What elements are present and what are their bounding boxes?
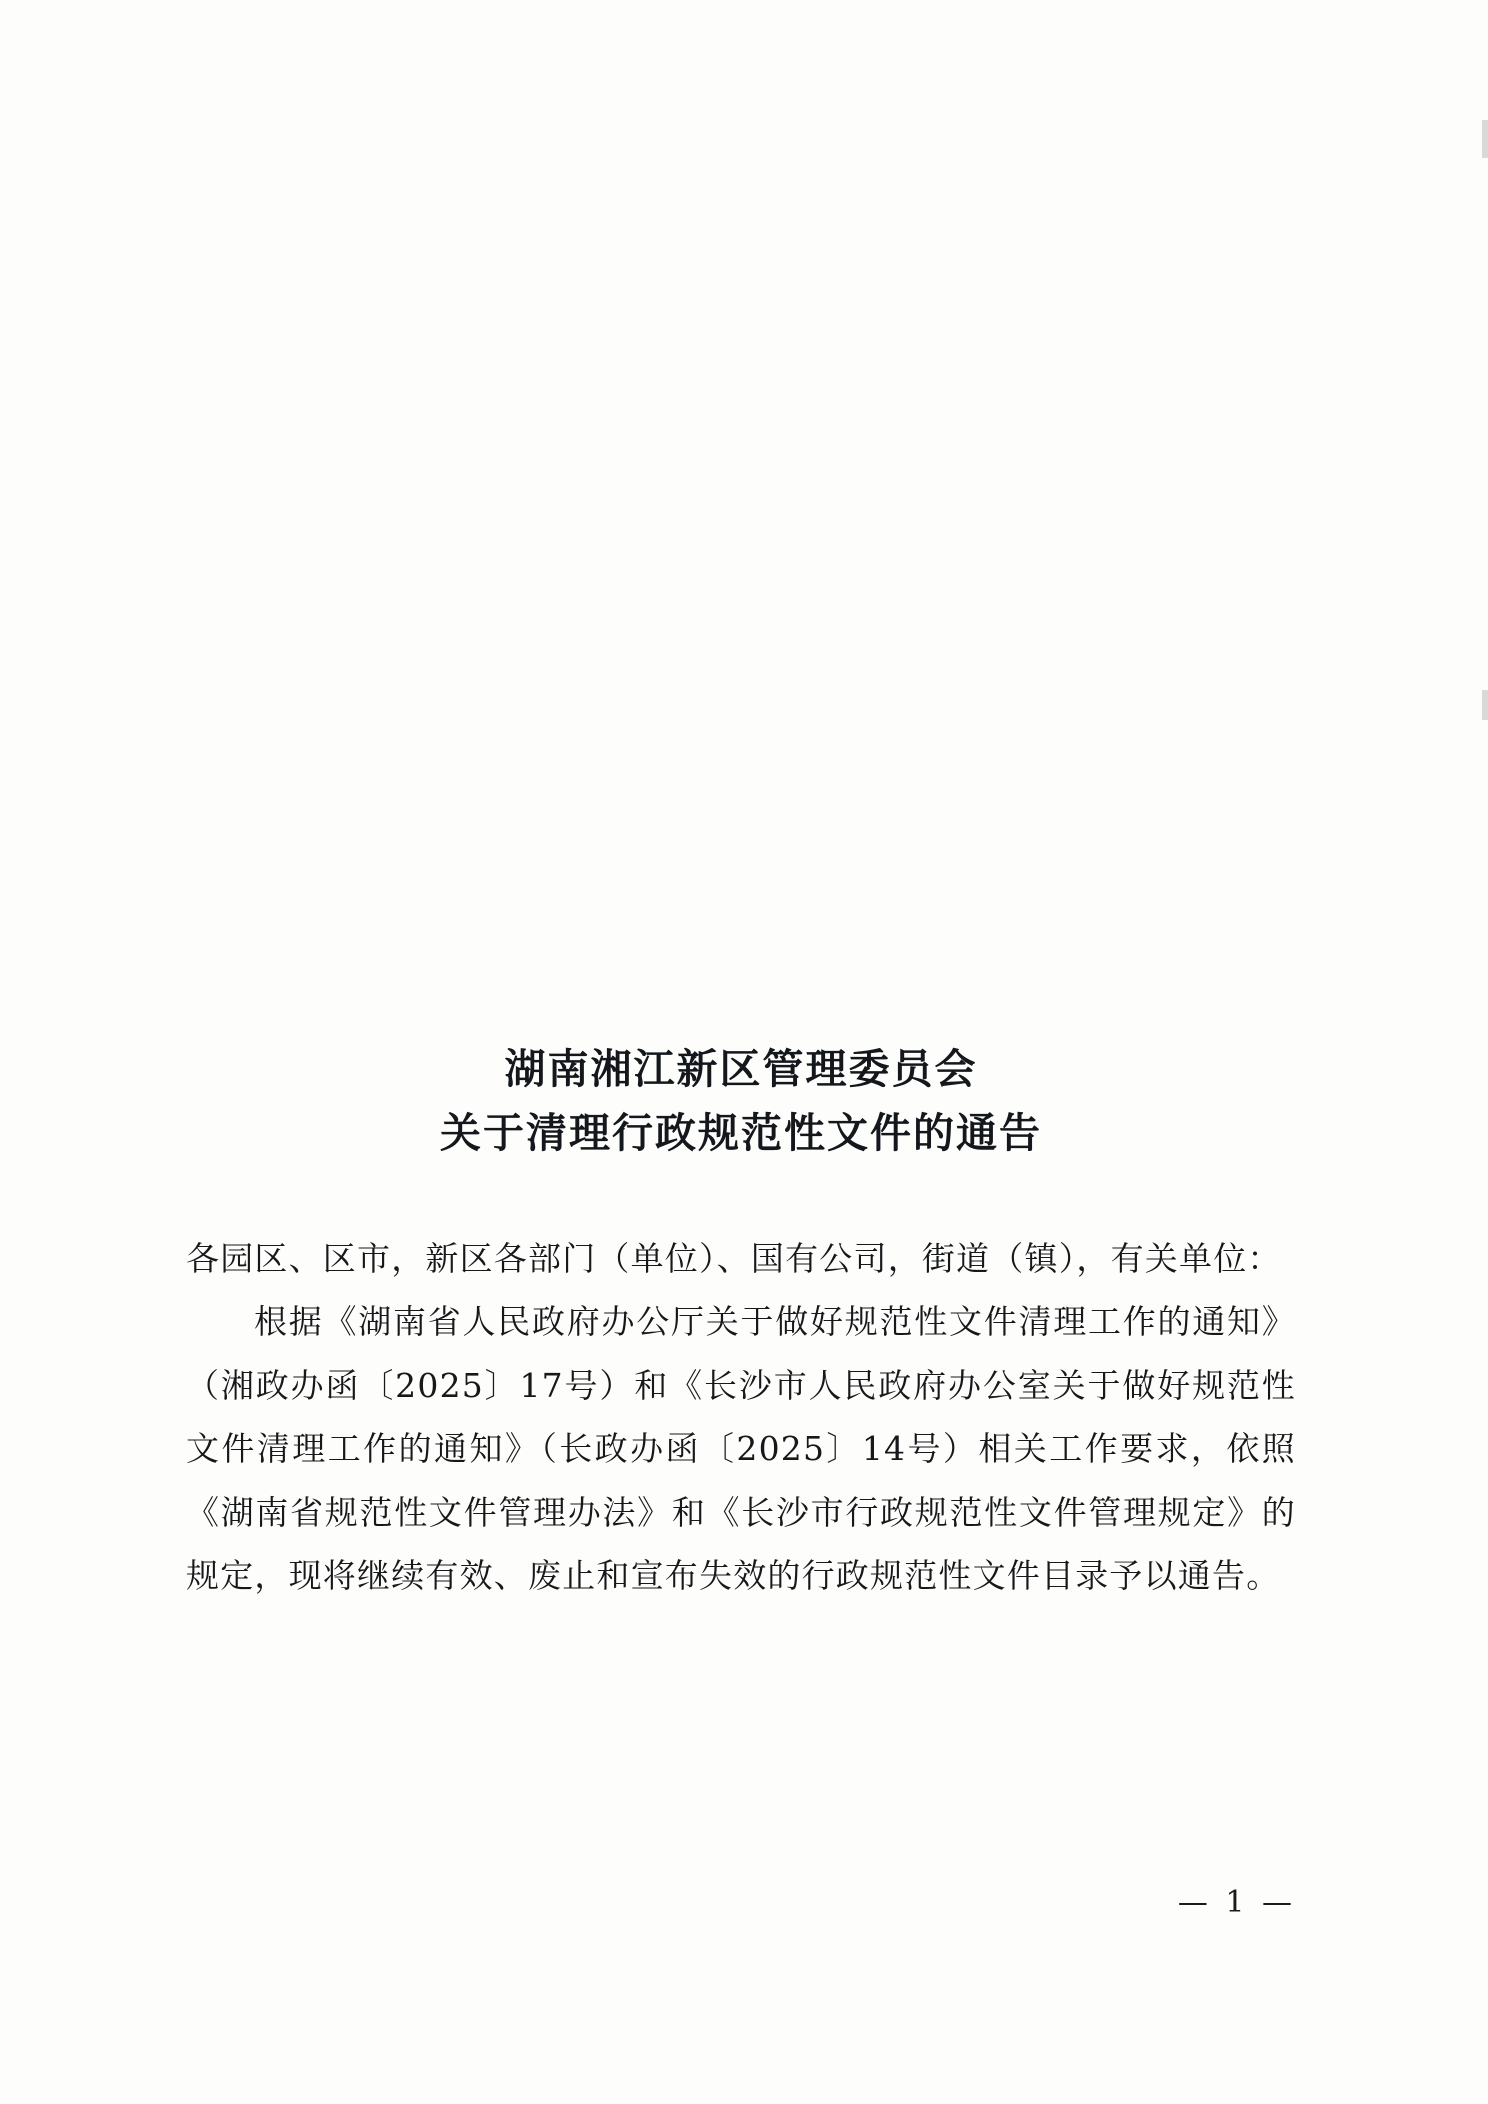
scan-edge-mark-middle (1482, 690, 1488, 720)
document-content (186, 0, 1296, 2104)
scan-edge-mark-top (1482, 120, 1488, 158)
document-title-line-1: 湖南湘江新区管理委员会 (504, 1045, 978, 1093)
salutation-paragraph: 各园区、区市，新区各部门（单位）、国有公司，街道（镇），有关单位： (186, 1239, 1282, 1279)
document-title (186, 1038, 1296, 1165)
body-paragraph-1: 根据《湖南省人民政府办公厅关于做好规范性文件清理工作的通知》（湘政办函〔2025〕17号）和《长沙市人民政府办公室关于做好规范性文件清理工作的通知》（长政办函〔2025〕14号）相关工作要求，依照《湖南省规范性文件管理办法》和《长沙市行政规范性文件管理规定》的规定，现将继续有效、废止和宣布失效的行政规范性文件目录予以通告。 (186, 1302, 1296, 1595)
document-body (186, 1227, 1296, 1607)
document-title-line-2: 关于清理行政规范性文件的通告 (440, 1108, 1042, 1157)
page-number: — 1 — (1177, 1885, 1296, 1920)
